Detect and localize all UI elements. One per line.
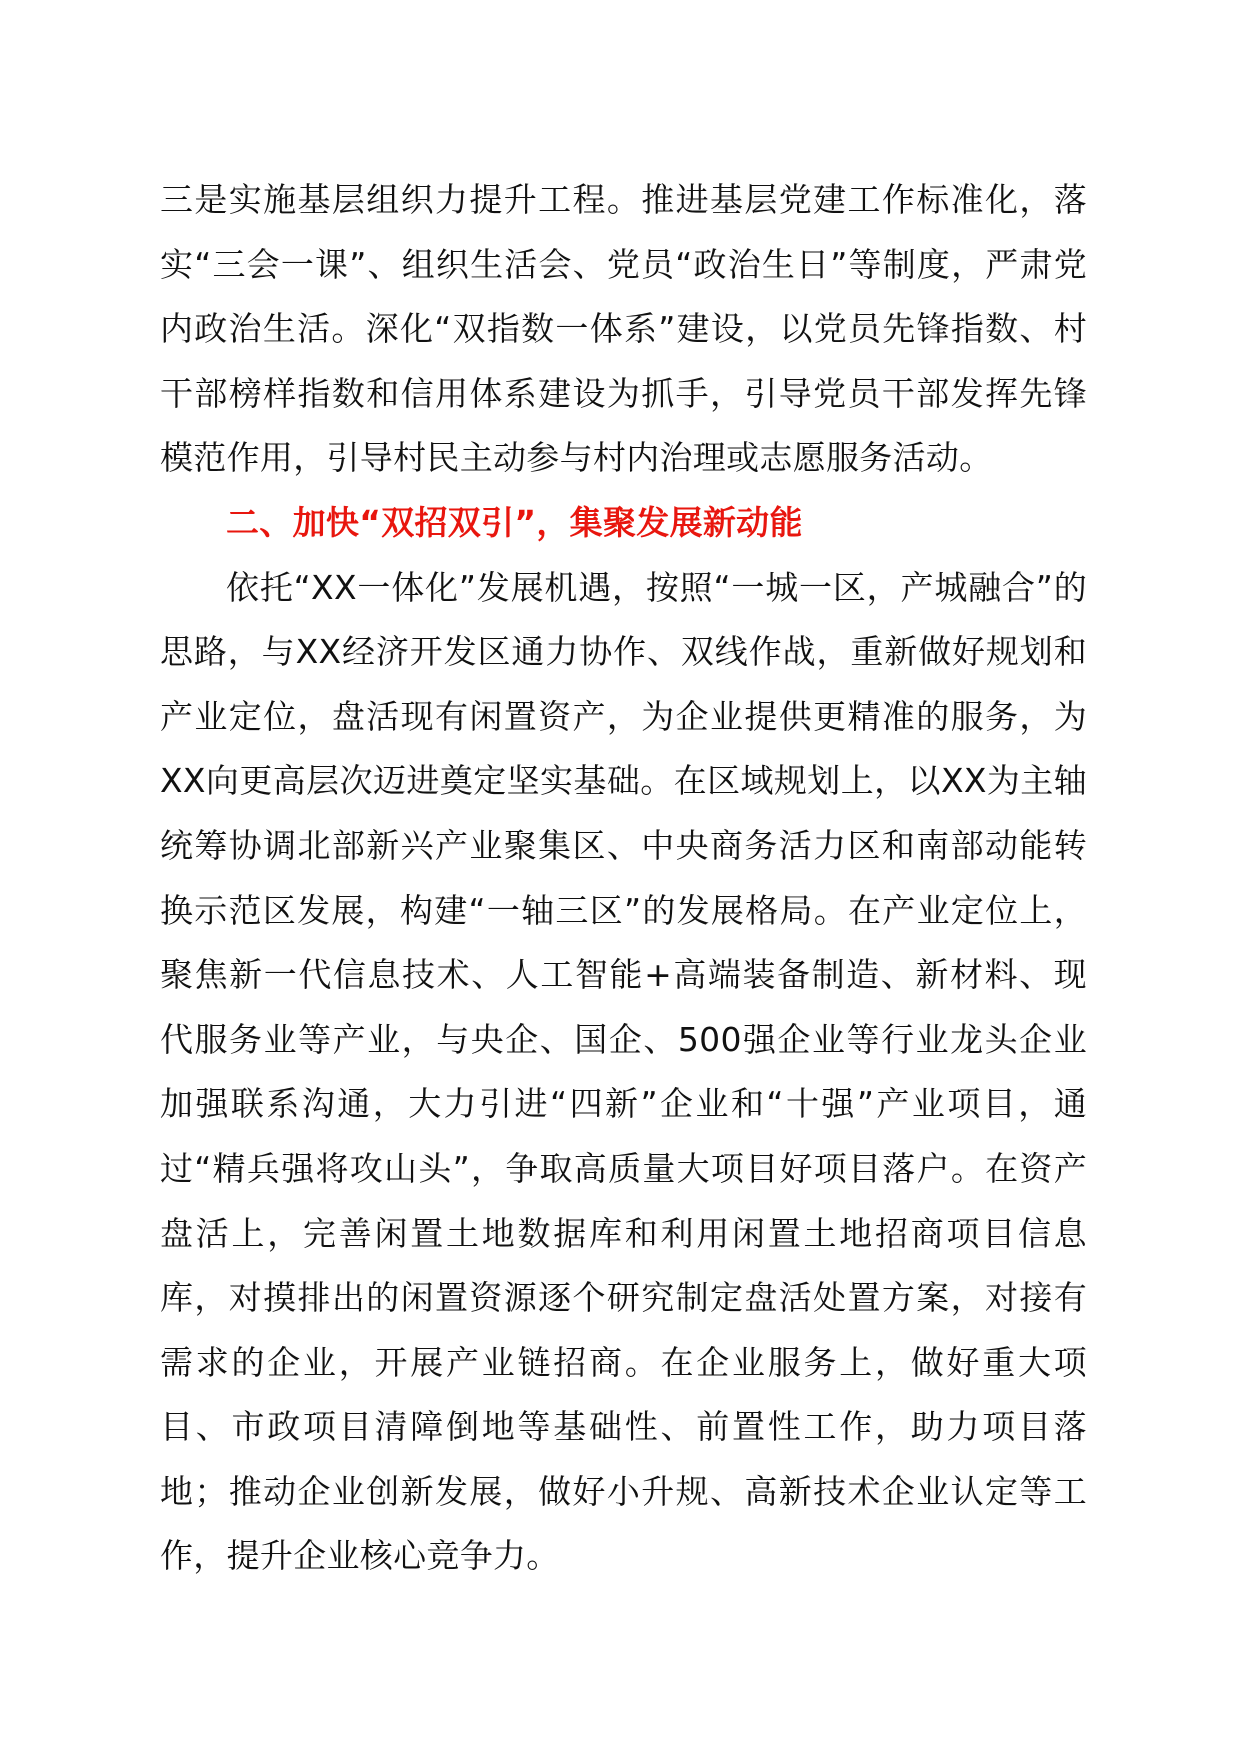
section-heading: 二、加快“双招双引”，集聚发展新动能 [226,502,803,542]
paragraph-body: 依托“XX一体化”发展机遇，按照“一城一区，产城融合”的思路，与XX经济开发区通力协作、双线作战，重新做好规划和产业定位，盘活现有闲置资产，为企业提供更精准的服务，为XX向更高层次迈进奠定坚实基础。在区域规划上，以XX为主轴统筹协调北部新兴产业聚集区、中央商务活力区和南部动能转换示范区发展，构建“一轴三区”的发展格局。在产业定位上，聚焦新一代信息技术、人工智能+高端装备制造、新材料、现代服务业等产业，与央企、国企、500强企业等行业龙头企业加强联系沟通，大力引进“四新”企业和“十强”产业项目，通过“精兵强将攻山头”，争取高质量大项目好项目落户。在资产盘活上，完善闲置土地数据库和利用闲置土地招商项目信息库，对摸排出的闲置资源逐个研究制定盘活处置方案，对接有需求的企业，开展产业链招商。在企业服务上，做好重大项目、市政项目清障倒地等基础性、前置性工作，助力项目落地；推动企业创新发展，做好小升规、高新技术企业认定等工作，提升企业核心竞争力。 [160,567,1087,1576]
paragraph-continued: 三是实施基层组织力提升工程。推进基层党建工作标准化，落实“三会一课”、组织生活会、党员“政治生日”等制度，严肃党内政治生活。深化“双指数一体系”建设，以党员先锋指数、村干部榜样指数和信用体系建设为抓手，引导党员干部发挥先锋模范作用，引导村民主动参与村内治理或志愿服务活动。 [160,180,1087,478]
